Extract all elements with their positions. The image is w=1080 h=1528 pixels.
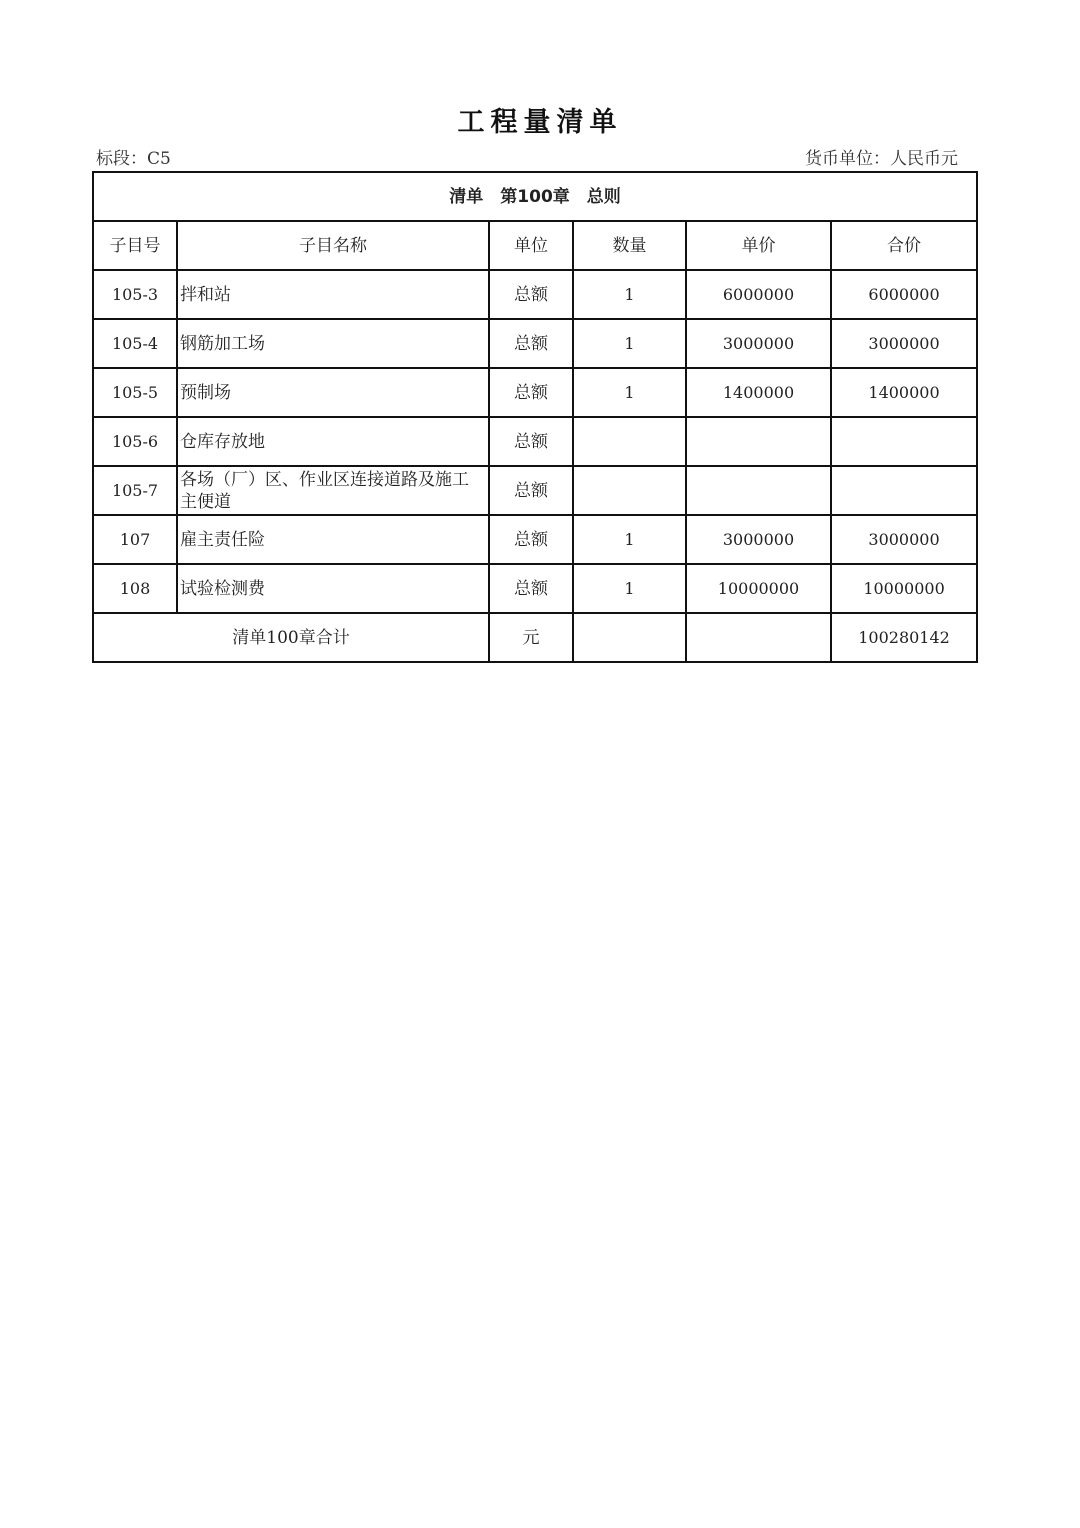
item-code: 105-3 (93, 270, 177, 319)
item-price: 10000000 (686, 564, 831, 613)
item-unit: 总额 (489, 515, 573, 564)
table-row (93, 319, 977, 368)
item-price: 3000000 (686, 319, 831, 368)
item-code: 107 (93, 515, 177, 564)
item-name: 雇主责任险 (177, 515, 489, 564)
total-unit: 元 (489, 613, 573, 662)
item-qty: 1 (573, 270, 686, 319)
item-name: 仓库存放地 (177, 417, 489, 466)
total-label: 清单100章合计 (93, 613, 489, 662)
item-name: 各场（厂）区、作业区连接道路及施工主便道 (177, 466, 489, 515)
header-code: 子目号 (93, 221, 177, 270)
table-row (93, 417, 977, 466)
total-qty (573, 613, 686, 662)
section-label: 标段：C5 (96, 149, 171, 169)
total-price (686, 613, 831, 662)
header-total: 合价 (831, 221, 977, 270)
item-price (686, 466, 831, 515)
section-title-row (93, 172, 977, 221)
item-unit: 总额 (489, 466, 573, 515)
total-row (93, 613, 977, 662)
item-unit: 总额 (489, 417, 573, 466)
item-total: 10000000 (831, 564, 977, 613)
item-code: 108 (93, 564, 177, 613)
document-title: 工程量清单 (457, 107, 623, 138)
item-price: 6000000 (686, 270, 831, 319)
item-name: 拌和站 (177, 270, 489, 319)
header-qty: 数量 (573, 221, 686, 270)
item-price (686, 417, 831, 466)
item-price: 1400000 (686, 368, 831, 417)
item-code: 105-7 (93, 466, 177, 515)
table-row (93, 564, 977, 613)
item-total (831, 466, 977, 515)
item-total: 3000000 (831, 515, 977, 564)
item-qty (573, 417, 686, 466)
table-row (93, 466, 977, 515)
item-qty: 1 (573, 319, 686, 368)
header-name: 子目名称 (177, 221, 489, 270)
item-total: 1400000 (831, 368, 977, 417)
item-qty (573, 466, 686, 515)
item-unit: 总额 (489, 368, 573, 417)
total-amount: 100280142 (831, 613, 977, 662)
item-code: 105-6 (93, 417, 177, 466)
item-code: 105-4 (93, 319, 177, 368)
item-total (831, 417, 977, 466)
item-unit: 总额 (489, 270, 573, 319)
item-total: 3000000 (831, 319, 977, 368)
section-title: 清单 第100章 总则 (93, 172, 977, 221)
item-name: 钢筋加工场 (177, 319, 489, 368)
item-qty: 1 (573, 368, 686, 417)
header-price: 单价 (686, 221, 831, 270)
table-row (93, 515, 977, 564)
item-qty: 1 (573, 515, 686, 564)
item-name: 预制场 (177, 368, 489, 417)
bill-of-quantities-table (92, 171, 978, 663)
item-price: 3000000 (686, 515, 831, 564)
item-unit: 总额 (489, 564, 573, 613)
item-code: 105-5 (93, 368, 177, 417)
item-name: 试验检测费 (177, 564, 489, 613)
header-row (93, 221, 977, 270)
item-total: 6000000 (831, 270, 977, 319)
item-unit: 总额 (489, 319, 573, 368)
table-row (93, 368, 977, 417)
table-row (93, 270, 977, 319)
header-unit: 单位 (489, 221, 573, 270)
item-qty: 1 (573, 564, 686, 613)
currency-label: 货币单位：人民币元 (805, 149, 958, 169)
